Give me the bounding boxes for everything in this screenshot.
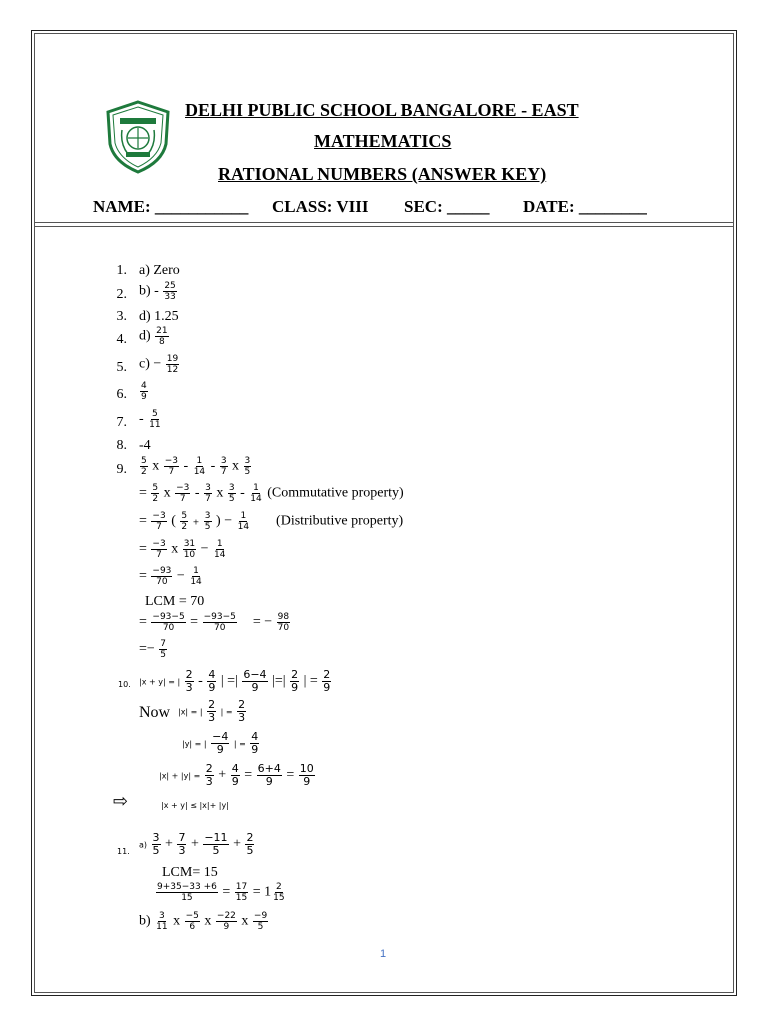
answer-10-line-4: |x| + |y| = $\frac{2}{3}$ + $\frac{4}{9}$ = $\frac{6+4}{9}$ = $\frac{10}{9}$	[159, 762, 314, 788]
answer-number: 11.	[117, 847, 130, 856]
answer-number: 2.	[116, 287, 127, 302]
answer-number: 6.	[116, 387, 127, 402]
answer-9-line-5: = $\frac{-93}{70}$ − $\frac{1}{14}$	[139, 566, 202, 587]
answer-number: 8.	[116, 438, 127, 453]
answer-9-line-6: = $\frac{-93-5}{70}$ = $\frac{-93-5}{70}$ = − $\frac{98}{70}$	[139, 612, 290, 633]
answer-5	[139, 354, 180, 375]
fraction: $\frac{5}{11}$	[149, 409, 161, 430]
answer-number: 5.	[116, 360, 127, 375]
fraction: $\frac{19}{12}$	[166, 354, 179, 375]
answer-9-line-1: $\frac{5}{2}$ x $\frac{-3}{7}$ - $\frac{1}{14}$ - $\frac{3}{7}$ x $\frac{3}{5}$	[141, 456, 251, 477]
answer-2-prefix: b) -	[139, 283, 159, 299]
section-field: SEC: _____	[404, 197, 490, 216]
answer-10-line-2: |x| = | $\frac{2}{3}$ | = $\frac{2}{3}$	[178, 698, 246, 724]
subject-title: MATHEMATICS	[314, 131, 452, 151]
answer-11-b: b) $\frac{3}{11}$ x $\frac{-5}{6}$ x $\frac{-22}{9}$ x $\frac{-9}{5}$	[139, 911, 268, 932]
answer-10-line-3: |y| = | $\frac{-4}{9}$ | = $\frac{4}{9}$	[182, 730, 259, 756]
answer-5-prefix: c) −	[139, 356, 162, 372]
answer-9-line-4: = $\frac{-3}{7}$ x $\frac{31}{10}$ − $\frac{1}{14}$	[139, 539, 226, 560]
answer-9-line-7: =− $\frac{7}{5}$	[139, 639, 167, 660]
answer-7-prefix: -	[139, 411, 144, 427]
answer-number: 7.	[116, 415, 127, 430]
answer-10-now: Now	[139, 704, 171, 721]
answer-11-lcm: LCM= 15	[162, 865, 218, 880]
answer-number: 10.	[118, 680, 131, 689]
answer-11-calc: $\frac{9+35-33 +6}{15}$ = $\frac{17}{15}$ = 1 $\frac{2}{15}$	[157, 882, 285, 903]
answer-7	[139, 409, 163, 430]
property-note: (Commutative property)	[267, 485, 404, 501]
worksheet-title: RATIONAL NUMBERS (ANSWER KEY)	[218, 164, 547, 184]
answer-number: 9.	[116, 462, 127, 477]
school-logo-icon	[104, 100, 172, 174]
answer-6	[139, 381, 149, 402]
implies-arrow-icon: ⇨	[113, 791, 129, 812]
page-number: 1	[380, 948, 387, 960]
answer-8: -4	[139, 438, 151, 453]
answer-1: a) Zero	[139, 263, 180, 278]
fraction: $\frac{4}{9}$	[141, 381, 147, 402]
answer-9-line-3: = $\frac{-3}{7}$ ( $\frac{5}{2}$ + $\frac{3}{5}$ ) − $\frac{1}{14}$ (Distributive property)	[139, 511, 404, 532]
answer-10-conclusion: |x + y| ≤ |x|+ |y|	[161, 801, 229, 810]
answer-number: 4.	[116, 332, 127, 347]
answer-number: 3.	[116, 309, 127, 324]
answer-11-a: a) $\frac{3}{5}$ + $\frac{7}{3}$ + $\frac{-11}{5}$ + $\frac{2}{5}$	[139, 831, 254, 857]
date-field: DATE: ________	[523, 197, 647, 216]
school-name: DELHI PUBLIC SCHOOL BANGALORE - EAST	[185, 100, 579, 120]
fraction: $\frac{25}{33}$	[164, 281, 176, 302]
header-divider-2	[34, 226, 734, 227]
property-note: (Distributive property)	[276, 513, 404, 529]
header-divider	[34, 222, 734, 223]
answer-4	[139, 326, 170, 347]
answer-9-lcm: LCM = 70	[145, 594, 205, 609]
answer-2	[139, 281, 178, 302]
fraction: $\frac{21}{8}$	[156, 326, 168, 347]
name-field: NAME: ___________	[93, 197, 249, 216]
class-field: CLASS: VIII	[272, 197, 369, 216]
answer-4-prefix: d)	[139, 328, 151, 344]
answer-3: d) 1.25	[139, 309, 179, 324]
answer-number: 1.	[116, 263, 127, 278]
answer-10-line-1: |x + y| = | $\frac{2}{3}$ - $\frac{4}{9}$ | =| $\frac{6-4}{9}$ |=| $\frac{2}{9}$ | = $\frac{2}{9}$	[139, 668, 331, 694]
answer-9-line-2: = $\frac{5}{2}$ x $\frac{-3}{7}$ - $\frac{3}{7}$ x $\frac{3}{5}$ - $\frac{1}{14}$ (Commutative property)	[139, 483, 404, 504]
